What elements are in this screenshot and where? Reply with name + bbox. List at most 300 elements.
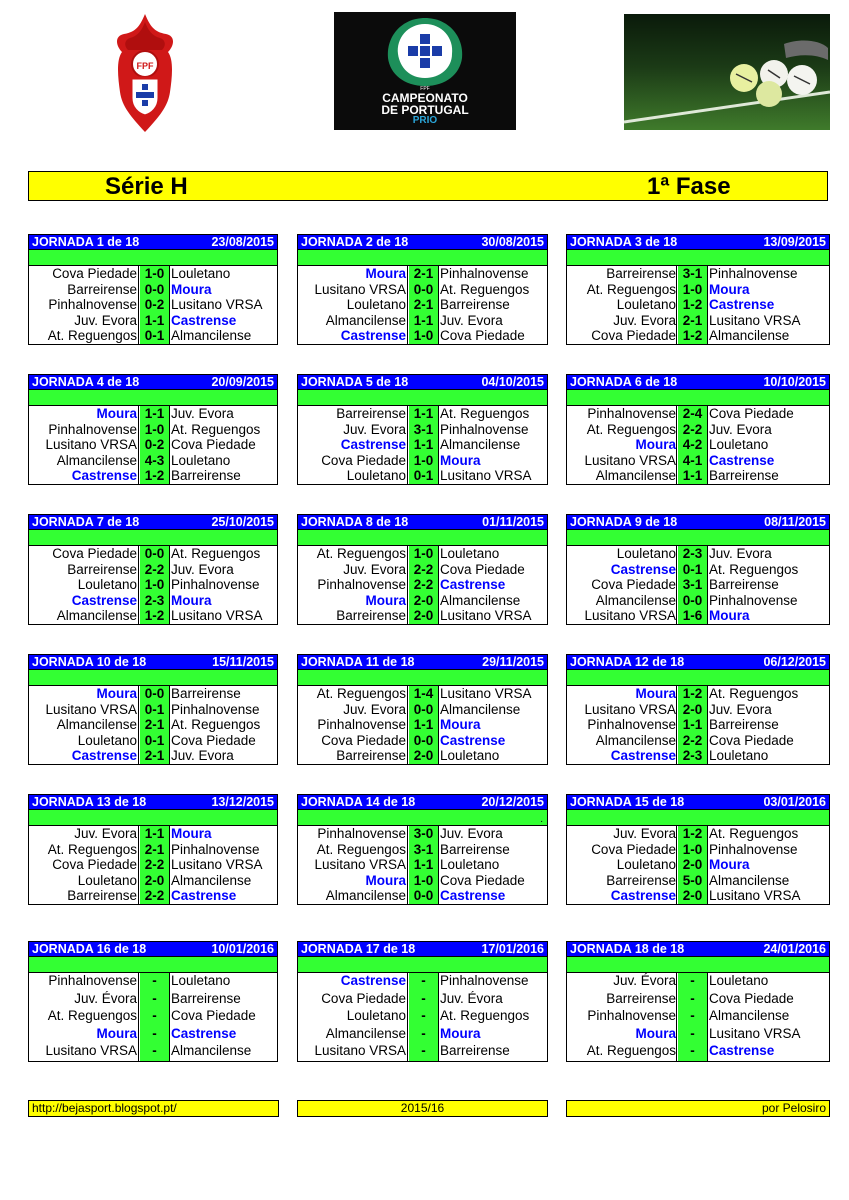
home-team: Louletano [616,546,676,561]
away-team: At. Reguengos [709,561,799,577]
match-score: 3-0 [409,826,438,842]
round-header [28,234,278,250]
game-row [298,702,547,718]
round-header [297,654,548,670]
home-team: Moura [96,406,137,421]
game-row [298,313,547,329]
match-score: 2-2 [409,577,438,593]
round-spacer-bar [566,670,830,686]
match-score: 2-0 [140,873,169,889]
round-title: JORNADA 15 de 18 [570,795,685,809]
home-team: Cova Piedade [321,452,406,468]
game-row [29,733,277,749]
round-dot: . [540,814,543,825]
games-list [28,406,278,485]
game-row [29,748,277,764]
round-header [28,941,278,957]
match-score: - [409,973,438,991]
match-score: 2-1 [140,748,169,764]
round-header [566,941,830,957]
home-team: Almancilense [595,732,676,748]
match-score: 1-0 [409,546,438,562]
column-divider [707,826,708,904]
round-spacer-bar [566,957,830,973]
away-team: Barreirense [440,297,510,312]
games-list [297,826,548,905]
round-spacer-bar [28,957,278,973]
match-score: 1-0 [140,422,169,438]
round-title: JORNADA 18 de 18 [570,942,685,956]
away-team: Moura [171,281,212,297]
round-date: 15/11/2015 [212,655,274,669]
game-row [29,1008,277,1026]
game-row [298,717,547,733]
round-block [566,374,830,485]
home-team: Pinhalnovense [48,421,137,437]
home-team: Barreirense [336,748,406,763]
round-spacer-bar [566,250,830,266]
home-team: Moura [635,686,676,701]
game-row [567,608,829,624]
away-team: Louletano [171,452,231,468]
game-row [298,991,547,1009]
footer-author: por Pelosiro [761,1101,826,1115]
game-row [298,873,547,889]
round-date: 10/01/2016 [211,942,274,956]
home-team: Cova Piedade [52,857,137,872]
home-team: Pinhalnovense [587,1008,676,1023]
home-team: At. Reguengos [316,546,406,561]
round-block [566,794,830,905]
home-team: Louletano [346,1008,406,1023]
match-score: - [140,973,169,991]
game-row [298,266,547,282]
game-row [567,973,829,991]
match-score: 1-0 [409,453,438,469]
round-block [297,794,548,905]
match-score: - [678,1008,707,1026]
match-score: - [409,1008,438,1026]
away-team: Lusitano VRSA [440,686,532,701]
game-row [298,422,547,438]
round-block [297,514,548,625]
home-team: Louletano [616,297,676,312]
game-row [298,748,547,764]
match-score: 4-2 [678,437,707,453]
round-title: JORNADA 14 de 18 [301,795,416,809]
match-score: 5-0 [678,873,707,889]
match-score: 0-1 [140,328,169,344]
home-team: Lusitano VRSA [584,701,676,717]
round-header [28,794,278,810]
round-title: JORNADA 12 de 18 [570,655,685,669]
round-header [28,374,278,390]
round-title: JORNADA 7 de 18 [32,515,140,529]
home-team: Almancilense [325,312,406,328]
match-score: 1-1 [678,468,707,484]
round-block [566,941,830,1062]
round-spacer-bar [297,250,548,266]
round-title: JORNADA 3 de 18 [570,235,678,249]
round-date: 17/01/2016 [481,942,544,956]
column-divider [407,686,408,764]
away-team: Louletano [709,437,769,452]
game-row [567,453,829,469]
away-team: Juv. Evora [709,701,772,717]
round-block [297,234,548,345]
away-team: Lusitano VRSA [709,888,801,903]
away-team: Pinhalnovense [171,701,260,717]
match-score: 0-1 [678,562,707,578]
away-team: Barreirense [440,1043,510,1058]
game-row [567,328,829,344]
home-team: Lusitano VRSA [314,281,406,297]
footballs-photo [624,14,830,130]
home-team: Castrense [71,468,137,483]
home-team: Almancilense [595,468,676,483]
away-team: Castrense [440,577,506,592]
round-header [297,941,548,957]
round-block [28,794,278,905]
games-list [566,686,830,765]
match-score: 0-0 [140,546,169,562]
game-row [29,608,277,624]
game-row [29,593,277,609]
home-team: Barreirense [67,888,137,903]
match-score: 0-0 [678,593,707,609]
home-team: Almancilense [56,717,137,732]
home-team: Barreirense [336,406,406,421]
round-spacer-bar [297,530,548,546]
game-row [29,1026,277,1044]
away-team: Almancilense [709,872,790,888]
away-team: Juv. Evora [709,421,772,437]
column-divider [438,973,439,1061]
column-divider [438,406,439,484]
game-row [567,1008,829,1026]
home-team: Barreirense [606,872,676,888]
home-team: Lusitano VRSA [314,1043,406,1058]
game-row [29,1043,277,1061]
away-team: Lusitano VRSA [171,857,263,872]
round-date: 20/09/2015 [211,375,274,389]
away-team: Juv. Evora [171,406,234,421]
away-team: Almancilense [440,437,521,452]
game-row [567,593,829,609]
home-team: Pinhalnovense [317,577,406,592]
away-team: At. Reguengos [171,421,261,437]
away-team: At. Reguengos [440,1008,530,1023]
round-header [28,654,278,670]
game-row [567,857,829,873]
home-team: Barreirense [67,561,137,577]
fpf-crest-logo [112,12,178,134]
home-team: Castrense [340,328,406,343]
match-score: 1-1 [409,857,438,873]
away-team: Juv. Evora [440,826,503,841]
game-row [298,842,547,858]
round-spacer-bar [28,250,278,266]
away-team: Cova Piedade [440,561,525,577]
game-row [567,468,829,484]
home-team: Juv. Évora [613,973,676,988]
game-row [29,873,277,889]
round-title: JORNADA 16 de 18 [32,942,147,956]
home-team: Cova Piedade [591,328,676,343]
campeonato-line3: PRIO [412,115,438,126]
away-team: At. Reguengos [440,281,530,297]
round-date: 25/10/2015 [211,515,274,529]
round-title: JORNADA 17 de 18 [301,942,416,956]
round-block [566,654,830,765]
game-row [298,453,547,469]
home-team: Juv. Evora [74,312,137,328]
home-team: Castrense [610,561,676,577]
game-row [298,857,547,873]
round-date: 01/11/2015 [482,515,544,529]
games-list [297,973,548,1062]
round-spacer-bar [297,670,548,686]
match-score: 3-1 [409,842,438,858]
game-row [29,991,277,1009]
away-team: Almancilense [709,1008,790,1023]
games-list [28,266,278,345]
away-team: Castrense [709,297,775,312]
home-team: Moura [96,686,137,701]
away-team: Moura [171,592,212,608]
game-row [29,468,277,484]
round-spacer-bar [566,530,830,546]
match-score: 2-0 [409,593,438,609]
column-divider [407,826,408,904]
game-row [29,437,277,453]
game-row [298,1026,547,1044]
column-divider [169,546,170,624]
away-team: Louletano [171,266,231,281]
away-team: Lusitano VRSA [171,608,263,623]
away-team: Cova Piedade [171,437,256,452]
match-score: - [678,991,707,1009]
game-row [29,888,277,904]
game-row [567,546,829,562]
home-team: Louletano [616,857,676,872]
match-score: - [140,1043,169,1061]
footer-blog-link[interactable]: http://bejasport.blogspot.pt/ [32,1101,177,1115]
match-score: 4-1 [678,453,707,469]
column-divider [407,266,408,344]
match-score: 0-2 [140,297,169,313]
away-team: Louletano [440,748,500,763]
game-row [298,593,547,609]
round-spacer-bar [566,810,830,826]
round-date: 06/12/2015 [763,655,826,669]
games-list [297,546,548,625]
home-team: Louletano [77,577,137,592]
away-team: Castrense [709,1043,775,1058]
round-block [28,374,278,485]
column-divider [138,826,139,904]
match-score: 2-2 [409,562,438,578]
away-team: Pinhalnovense [440,266,529,281]
away-team: Louletano [171,973,231,988]
match-score: 2-2 [678,422,707,438]
round-title: JORNADA 4 de 18 [32,375,140,389]
match-score: 2-1 [409,297,438,313]
away-team: Juv. Evora [171,561,234,577]
game-row [567,888,829,904]
game-row [29,422,277,438]
home-team: Cova Piedade [591,841,676,857]
game-row [298,328,547,344]
round-spacer-bar [566,390,830,406]
away-team: Barreirense [709,717,779,732]
home-team: Pinhalnovense [317,826,406,841]
game-row [298,608,547,624]
match-score: 1-2 [678,686,707,702]
round-date: 08/11/2015 [764,515,826,529]
game-row [567,748,829,764]
games-list [28,546,278,625]
game-row [567,686,829,702]
away-team: Almancilense [171,1043,252,1058]
game-row [567,562,829,578]
round-block [566,514,830,625]
match-score: - [409,1026,438,1044]
home-team: Castrense [610,748,676,763]
game-row [298,686,547,702]
game-row [29,826,277,842]
home-team: Barreirense [67,281,137,297]
game-row [298,297,547,313]
round-date: 24/01/2016 [763,942,826,956]
round-date: 04/10/2015 [481,375,544,389]
game-row [29,842,277,858]
away-team: Pinhalnovense [709,592,798,608]
round-date: 23/08/2015 [211,235,274,249]
match-score: 1-6 [678,608,707,624]
games-list [297,266,548,345]
match-score: 1-1 [409,406,438,422]
home-team: Juv. Evora [343,421,406,437]
campeonato-de-portugal-logo [334,12,516,130]
column-divider [138,686,139,764]
match-score: - [678,1026,707,1044]
game-row [567,313,829,329]
match-score: 1-2 [140,608,169,624]
round-header [566,794,830,810]
away-team: Moura [440,1025,481,1041]
home-team: At. Reguengos [316,686,406,701]
games-list [28,826,278,905]
round-title: JORNADA 1 de 18 [32,235,140,249]
series-title-bar [28,171,828,201]
column-divider [676,973,677,1061]
game-row [29,546,277,562]
match-score: 1-1 [409,437,438,453]
home-team: Pinhalnovense [587,717,676,732]
away-team: Barreirense [171,990,241,1006]
match-score: 3-1 [409,422,438,438]
away-team: Almancilense [440,701,521,717]
round-date: 13/09/2015 [763,235,826,249]
away-team: Cova Piedade [171,1008,256,1023]
away-team: Barreirense [171,468,241,483]
column-divider [169,973,170,1061]
away-team: Castrense [440,732,506,748]
game-row [567,577,829,593]
round-block [28,654,278,765]
away-team: Barreirense [709,468,779,483]
home-team: Moura [365,266,406,281]
round-block [28,234,278,345]
away-team: Castrense [440,888,506,903]
game-row [298,437,547,453]
away-team: Lusitano VRSA [709,1025,801,1041]
home-team: At. Reguengos [47,328,137,343]
home-team: Cova Piedade [321,732,406,748]
column-divider [707,406,708,484]
game-row [567,422,829,438]
match-score: 0-1 [140,702,169,718]
round-spacer-bar [297,957,548,973]
home-team: Lusitano VRSA [584,452,676,468]
match-score: - [140,1026,169,1044]
match-score: 1-1 [409,717,438,733]
away-team: Lusitano VRSA [171,297,263,312]
match-score: 2-2 [140,888,169,904]
away-team: Louletano [709,748,769,763]
round-title: JORNADA 10 de 18 [32,655,147,669]
match-score: 1-0 [409,328,438,344]
home-team: Pinhalnovense [317,717,406,732]
column-divider [407,973,408,1061]
campeonato-line1: CAMPEONATO [382,91,468,105]
game-row [29,297,277,313]
round-spacer-bar [28,390,278,406]
match-score: 1-0 [409,873,438,889]
away-team: At. Reguengos [171,546,261,561]
away-team: Barreirense [171,686,241,701]
round-date: 29/11/2015 [482,655,544,669]
home-team: Almancilense [595,592,676,608]
round-title: JORNADA 9 de 18 [570,515,678,529]
match-score: 2-1 [140,842,169,858]
home-team: Louletano [77,732,137,748]
match-score: - [678,1043,707,1061]
column-divider [169,266,170,344]
away-team: Pinhalnovense [709,266,798,281]
away-team: Cova Piedade [709,990,794,1006]
game-row [567,297,829,313]
away-team: Juv. Évora [440,990,503,1006]
match-score: 2-3 [140,593,169,609]
match-score: 0-1 [140,733,169,749]
round-title: JORNADA 5 de 18 [301,375,409,389]
home-team: Lusitano VRSA [45,437,137,452]
home-team: Cova Piedade [52,546,137,561]
away-team: Moura [440,452,481,468]
game-row [298,468,547,484]
home-team: Lusitano VRSA [45,1043,137,1058]
round-header [28,514,278,530]
away-team: Moura [440,717,481,732]
home-team: Juv. Evora [74,826,137,841]
match-score: 1-1 [678,717,707,733]
column-divider [676,266,677,344]
match-score: 1-2 [140,468,169,484]
away-team: Barreirense [440,841,510,857]
game-row [298,577,547,593]
